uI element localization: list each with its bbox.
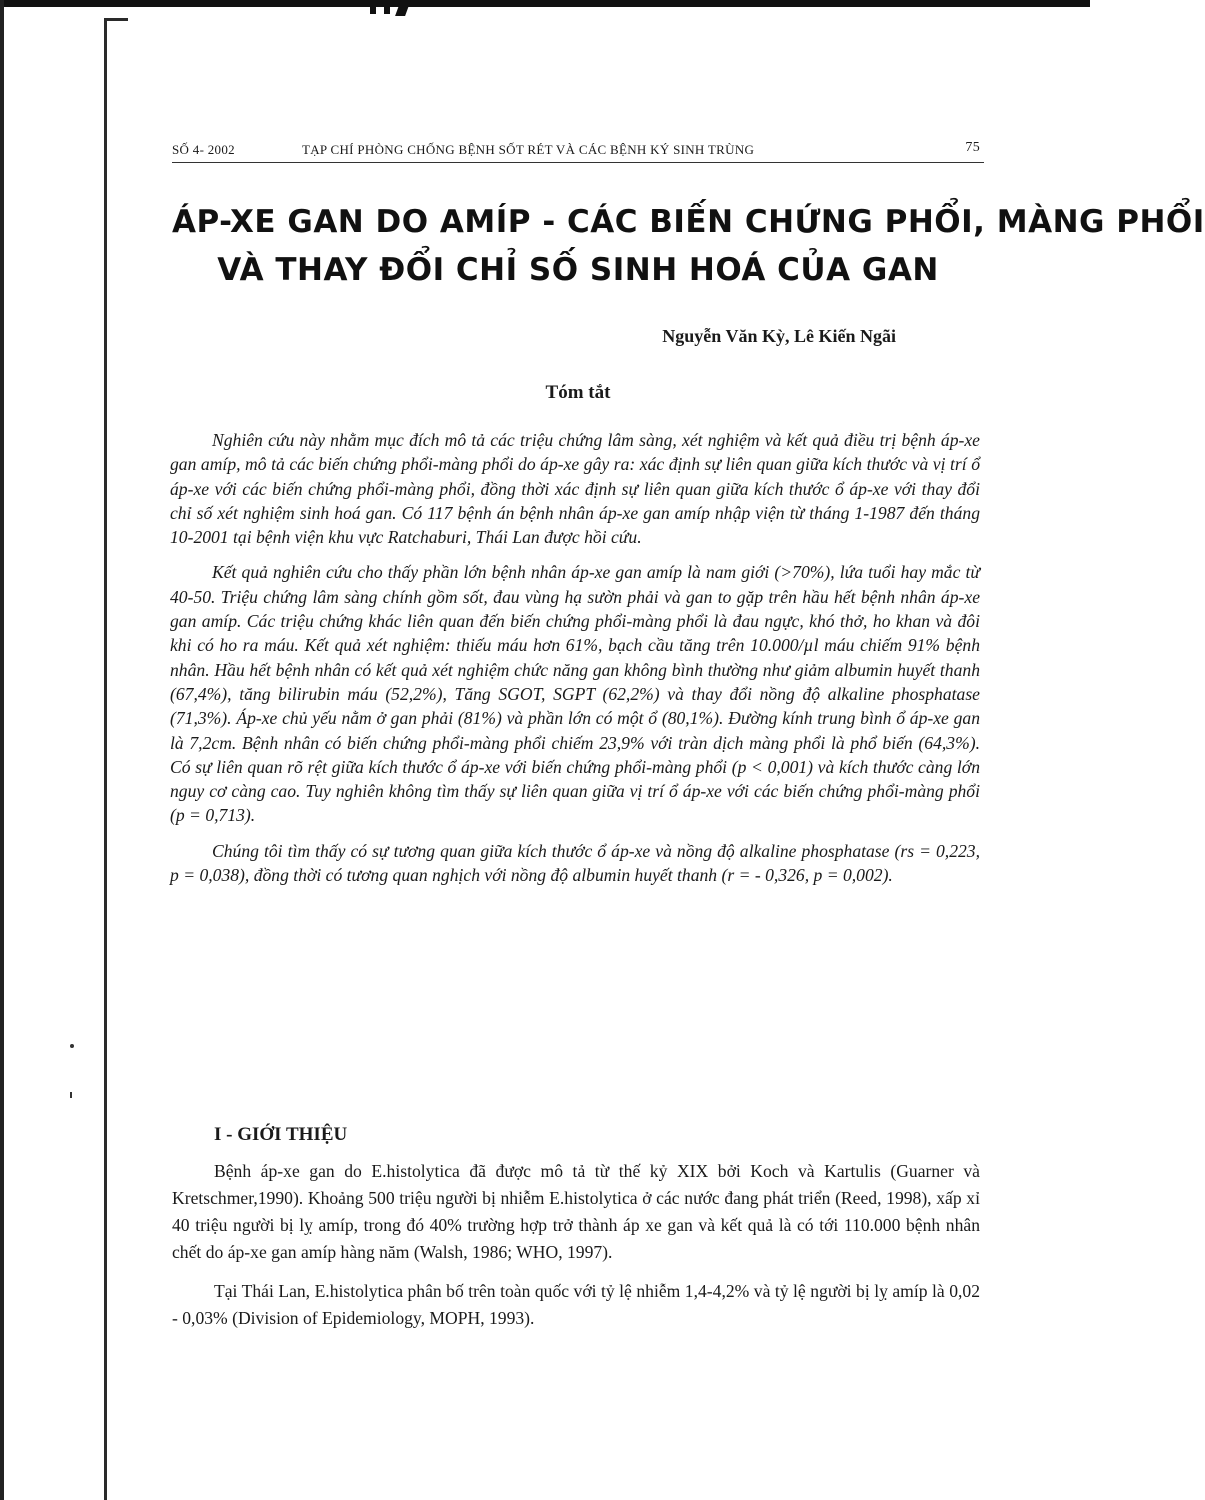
abstract-heading: Tóm tắt bbox=[545, 382, 611, 403]
body-paragraph: Tại Thái Lan, E.histolytica phân bố trên toàn quốc với tỷ lệ nhiễm 1,4-4,2% và tỷ lệ người bị lỵ amíp là 0,02 - 0,03% (Division of Epidemiology, MOPH, 1993). bbox=[172, 1281, 980, 1328]
scan-artifact bbox=[370, 0, 376, 14]
scan-left-edge bbox=[0, 0, 4, 1500]
abstract-paragraph: Chúng tôi tìm thấy có sự tương quan giữa kích thước ổ áp-xe và nồng độ alkaline phosphatase (rs = 0,223, p = 0,038), đồng thời có tương quan nghịch với nồng độ albumin huyết thanh (r = - 0,326, p = 0,002). bbox=[170, 840, 980, 886]
abstract-paragraph: Nghiên cứu này nhằm mục đích mô tả các triệu chứng lâm sàng, xét nghiệm và kết quả điều trị bệnh áp-xe gan amíp, mô tả các biến chứng phổi-màng phổi do áp-xe gây ra: xác định sự liên quan giữa kích thước và vị trí ổ áp-xe với các biến chứng phổi-màng phổi, đồng thời xác định sự liên quan giữa kích thước ổ áp-xe với thay đổi chỉ số xét nghiệm sinh hoá gan. Có 117 bệnh án bệnh nhân áp-xe gan amíp nhập viện từ tháng 1-1987 đến tháng 10-2001 tại bệnh viện khu vực Ratchaburi, Thái Lan được hồi cứu. bbox=[170, 430, 980, 548]
running-header bbox=[172, 140, 984, 163]
article-title bbox=[172, 198, 1205, 294]
title-line-2: VÀ THAY ĐỔI CHỈ SỐ SINH HOÁ CỦA GAN bbox=[217, 252, 939, 288]
abstract-paragraph: Kết quả nghiên cứu cho thấy phần lớn bệnh nhân áp-xe gan amíp là nam giới (>70%), lứa tuổi hay mắc từ 40-50. Triệu chứng lâm sàng chính gồm sốt, đau vùng hạ sườn phải và gan to gặp trên hầu hết bệnh nhân áp-xe gan amíp. Các triệu chứng khác liên quan đến biến chứng phổi-màng phổi là đau ngực, khó thở, ho khan và đôi khi có ho ra máu. Kết quả xét nghiệm: thiếu máu hơn 61%, bạch cầu tăng trên 10.000/µl máu chiếm 91% bệnh nhân. Hầu hết bệnh nhân có kết quả xét nghiệm chức năng gan không bình thường như giảm albumin huyết thanh (67,4%), tăng bilirubin máu (52,2%), Tăng SGOT, SGPT (62,2%) và thay đổi nồng độ alkaline phosphatase (71,3%). Áp-xe chủ yếu nằm ở gan phải (81%) và phần lớn có một ổ (80,1%). Đường kính trung bình ổ áp-xe gan là 7,2cm. Bệnh nhân có biến chứng phổi-màng phổi chiếm 23,9% với tràn dịch màng phổi là phổ biến (64,3%). Có sự liên quan rõ rệt giữa kích thước ổ áp-xe với biến chứng phổi-màng phổi (p < 0,001) và kích thước càng lớn nguy cơ càng cao. Tuy nghiên không tìm thấy sự liên quan giữa vị trí ổ áp-xe với các biến chứng phổi-màng phổi (p = 0,713). bbox=[170, 562, 980, 826]
body-paragraph: Bệnh áp-xe gan do E.histolytica đã được mô tả từ thế kỷ XIX bởi Koch và Kartulis (Guarner và Kretschmer,1990). Khoảng 500 triệu người bị nhiễm E.histolytica ở các nước đang phát triển (Reed, 1998), xấp xỉ 40 triệu người bị lỵ amíp, trong đó 40% trường hợp trở thành áp xe gan và kết quả là có tới 110.000 bệnh nhân chết do áp-xe gan amíp hàng năm (Walsh, 1986; WHO, 1997). bbox=[172, 1161, 980, 1262]
scan-top-border bbox=[0, 0, 1090, 7]
page-number: 75 bbox=[965, 140, 980, 155]
scan-speck bbox=[70, 1092, 72, 1098]
journal-title: TẠP CHÍ PHÒNG CHỐNG BỆNH SỐT RÉT VÀ CÁC BỆNH KÝ SINH TRÙNG bbox=[302, 142, 755, 157]
section-heading: I - GIỚI THIỆU bbox=[214, 1124, 348, 1145]
scan-artifact bbox=[384, 0, 390, 14]
scan-speck bbox=[70, 1044, 74, 1048]
section-body bbox=[172, 1158, 980, 1344]
scan-binding-line bbox=[104, 18, 107, 1500]
abstract bbox=[170, 428, 980, 898]
authors: Nguyễn Văn Kỳ, Lê Kiến Ngãi bbox=[662, 326, 896, 346]
issue-number: SỐ 4- 2002 bbox=[172, 142, 235, 157]
title-line-1: ÁP-XE GAN DO AMÍP - CÁC BIẾN CHỨNG PHỔI, MÀNG PHỔI bbox=[172, 204, 1205, 240]
scan-artifact bbox=[104, 18, 128, 21]
scan-artifact bbox=[395, 0, 411, 16]
